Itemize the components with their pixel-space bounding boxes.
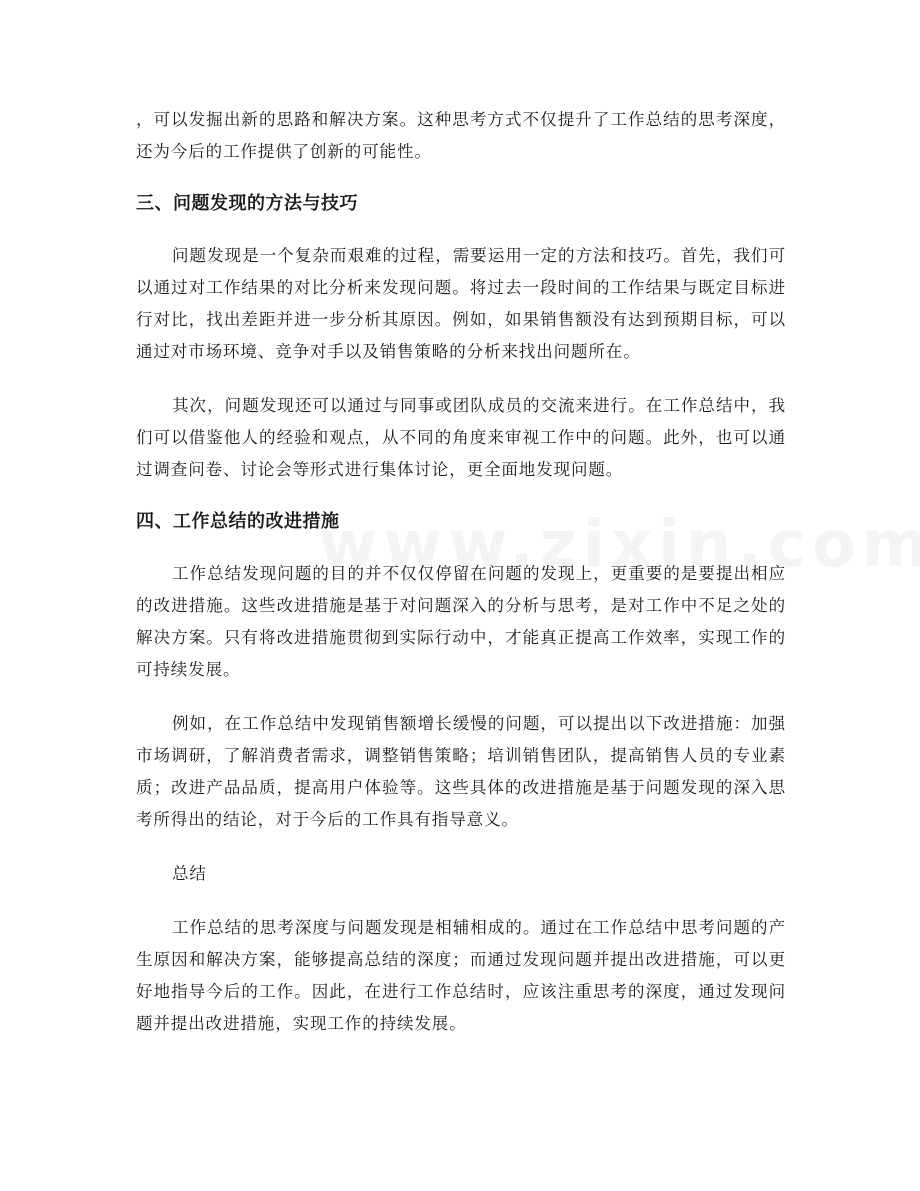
document-page [136, 104, 786, 1040]
section4-paragraph-1: 工作总结发现问题的目的并不仅仅停留在问题的发现上，更重要的是要提出相应的改进措施。这些改进措施是基于对问题深入的分析与思考，是对工作中不足之处的解决方案。只有将改进措施贯彻到实际行动中，才能真正提高工作效率，实现工作的可持续发展。 [136, 564, 786, 679]
summary-label: 总结 [172, 864, 207, 883]
section3-paragraph-1: 问题发现是一个复杂而艰难的过程，需要运用一定的方法和技巧。首先，我们可以通过对工作结果的对比分析来发现问题。将过去一段时间的工作结果与既定目标进行对比，找出差距并进一步分析其原因。例如，如果销售额没有达到预期目标，可以通过对市场环境、竞争对手以及销售策略的分析来找出问题所在。 [136, 246, 786, 361]
intro-paragraph: ，可以发掘出新的思路和解决方案。这种思考方式不仅提升了工作总结的思考深度，还为今后的工作提供了创新的可能性。 [136, 110, 786, 161]
section3-paragraph-2: 其次，问题发现还可以通过与同事或团队成员的交流来进行。在工作总结中，我们可以借鉴他人的经验和观点，从不同的角度来审视工作中的问题。此外，也可以通过调查问卷、讨论会等形式进行集体讨论，更全面地发现问题。 [136, 396, 786, 479]
section4-heading: 四、工作总结的改进措施 [136, 511, 340, 532]
section4-paragraph-2: 例如，在工作总结中发现销售额增长缓慢的问题，可以提出以下改进措施：加强市场调研，了解消费者需求，调整销售策略；培训销售团队，提高销售人员的专业素质；改进产品品质，提高用户体验等。这些具体的改进措施是基于问题发现的深入思考所得出的结论，对于今后的工作具有指导意义。 [136, 714, 786, 829]
section3-heading: 三、问题发现的方法与技巧 [136, 193, 358, 214]
summary-paragraph: 工作总结的思考深度与问题发现是相辅相成的。通过在工作总结中思考问题的产生原因和解决方案，能够提高总结的深度；而通过发现问题并提出改进措施，可以更好地指导今后的工作。因此，在进行工作总结时，应该注重思考的深度，通过发现问题并提出改进措施，实现工作的持续发展。 [136, 918, 786, 1033]
